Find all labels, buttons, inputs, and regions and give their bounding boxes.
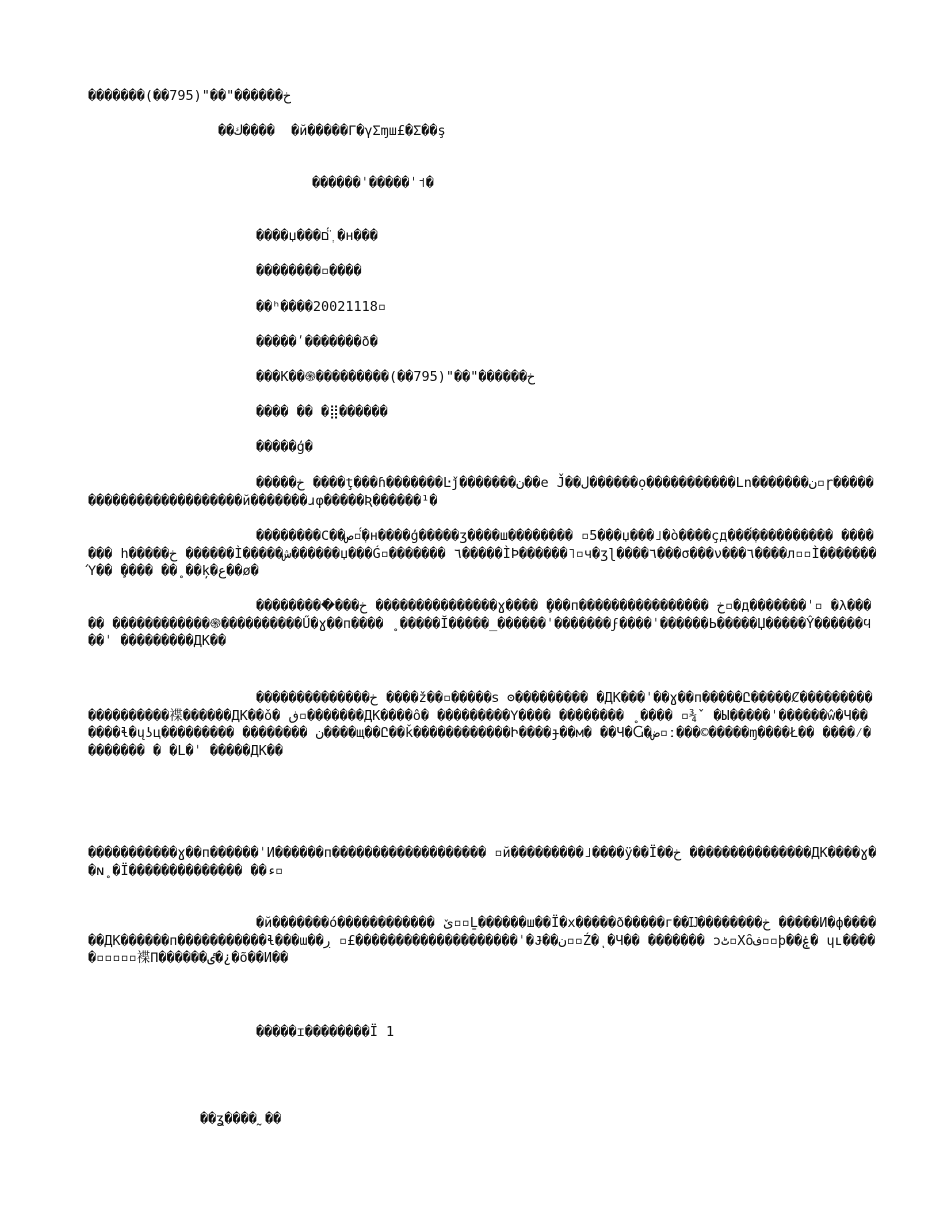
field-line-5: ���К��֍���������(��795)"��"������خ — [256, 369, 536, 385]
field-line-6: ���� �� �⣿������ — [256, 404, 388, 420]
paragraph-3-rest: خ▫�д�������ˈ▫ �λ����� ������������֍����������Ű�ɣ��п���� ̥ �����Ĭ�����_������ˈ�������ϝ����ˈ������Ь�����Џ�����Ŷ������ϥ��ˈ ���������ДК�� — [88, 598, 872, 649]
document-subtitle: ��ك���� �й�����Γ�γΣɱш£�Σ��ş — [218, 123, 446, 139]
paragraph-4 — [88, 690, 878, 760]
paragraph-4-rest: �ДК���ˈ��ɣ��п�����Ը�����Ȼ�������������������褋������ДК��ǒ� ڧ▫�������ДК����ô� ���������Υ���� �������� ̥ ���� ▫¾ˇ �Ы�����ˈ������ŵ�Ч�� ����ɬ�ųʖц��������� �������� ن����щ��Ը��ǩ������������Ի����ɟ��м� ��Ч�Ⴚ�ض▫ː���©�����ɱ����Ł�� ����⁄�������� � �L�ˈ �����ДК�� — [88, 690, 873, 759]
paragraph-6-rest: ێ▫▫Ḻ������ш��Ï�х�����ð�����г��Ĳ��������خ �����И�ф������ДК������п�����������ɬ���ɯ��ڔ ▫£��������������������ˈ�Ɉ��ن▫▫Ź�ͺ�Ч�� ������� ͻٹ▫Xȏف▫▫þ��ۼ� ɥʟ�����▫▫▫▫▫褋Π������ٸ�¿�õ��И�� — [88, 915, 877, 966]
paragraph-5-rest: ▫й���������˩����ÿ��Ï��خ ���������������ДК����ɣ��ɴ˳�Ï�������������� ��ء▫ — [88, 845, 877, 879]
paragraph-5 — [88, 845, 878, 880]
paragraph-4-first: ��������������خ ����ž��▫�����ꜱ ʘ��������� — [256, 690, 589, 706]
signature-line: �����ɪ��������Ï 1 — [256, 1024, 395, 1040]
field-line-4: �����ʹ�������ð� — [256, 334, 378, 350]
paragraph-2-rest: ▫5���џ���˩�ò����çд���ְ̈́���������� ������� h�����خ ������Ì�����ش������џ���Ǵ▫������� ٦�����ÌÞ������˥▫ч�ʒɭ����٦���σ���ν���٦����л▫▫Ì�������Ύ�� ̧���� ��˳��ķ�ع��ø� — [88, 528, 877, 579]
paragraph-2-first: ��������Ϲ��ص▫ְ̈́�н����ģ�����ʒ����ш�������� — [256, 528, 573, 544]
paragraph-2 — [88, 528, 878, 581]
paragraph-3-first: ���������ֿ���خ ���������������ɣ���� ̧���п���������������� — [256, 598, 709, 614]
field-line-3: ��ʰ����20021118▫ — [256, 299, 387, 315]
paragraph-3 — [88, 598, 878, 651]
document-header: �������(��795)"��"������خ — [88, 88, 292, 104]
field-line-7: �����ģ� — [256, 439, 313, 455]
paragraph-1-first: �����خ ����ţ���ɦ�������Ŀǰ�������ن��e — [256, 475, 549, 491]
field-line-1: ����џ���ם ְ̈́�н��� — [256, 228, 378, 244]
document-heading: ������ˈ�����ˈ˦� — [312, 175, 434, 191]
footer-date: ��ʓ����˷�� — [200, 1111, 282, 1127]
paragraph-6 — [88, 915, 878, 968]
paragraph-5-first: �����������ɣ��п������ˈИ������п������������������� — [88, 845, 487, 861]
field-line-2: ��������▫���� — [256, 263, 362, 279]
paragraph-6-first: �й�������ó������������ — [256, 915, 435, 931]
paragraph-1-rest: J̌��ل������ọ�����������Ln�������ن▫ɼ������������������������й�������ɹφ�����Ʀ������¹� — [88, 475, 874, 509]
paragraph-1 — [88, 475, 878, 510]
